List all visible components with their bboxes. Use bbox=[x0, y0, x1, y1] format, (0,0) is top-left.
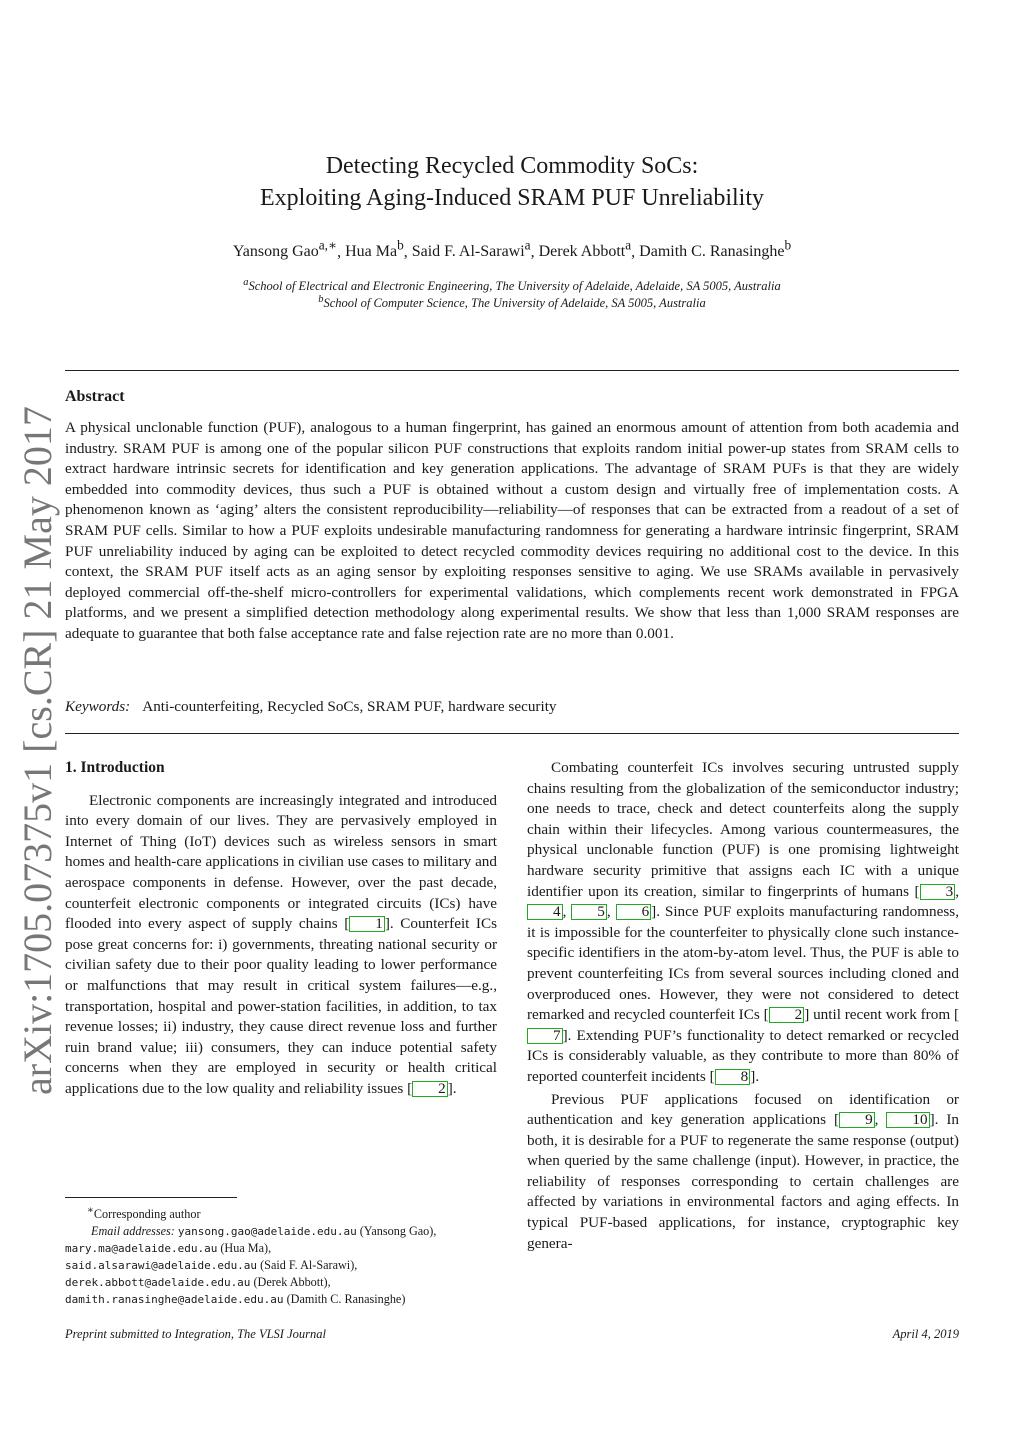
abstract-text: A physical unclonable function (PUF), analogous to a human fingerprint, has gained an enormous amount of attention from both academia and industry. SRAM PUF is among one of the popular silicon PUF constructions that exploits random initial power-up states from SRAM cells to extract hardware intrinsic secrets for identification and key generation applications. The advantage of SRAM PUFs is that they are widely embedded into commodity devices, thus such a PUF is obtained without a custom design and virtually free of implementation costs. A phenomenon known as ‘aging’ alters the consistent reproducibility—reliability—of responses that can be extracted from a readout of a set of SRAM PUF cells. Similar to how a PUF exploits undesirable manufacturing randomness for generating a hardware intrinsic fingerprint, SRAM PUF unreliability induced by aging can be exploited to detect recycled commodity devices requiring no additional cost to the device. In this context, the SRAM PUF itself acts as an aging sensor by exploiting responses sensitive to aging. We use SRAMs available in pervasively deployed commercial off-the-shelf micro-controllers for experimental validations, which complements recent work demonstrated in FPGA platforms, and we present a simplified detection methodology along experimental results. We show that less than 1,000 SRAM responses are adequate to guarantee that both false acceptance rate and false rejection rate are no more than 0.001. bbox=[65, 419, 959, 642]
citation-link[interactable]: 10 bbox=[886, 1112, 929, 1128]
citation-link[interactable]: 2 bbox=[412, 1081, 448, 1097]
citation-link[interactable]: 4 bbox=[527, 904, 563, 920]
intro-paragraph-1: Electronic components are increasingly integrated and introduced into every domain of our lives. They are pervasively employed in Internet of Thing (IoT) devices such as wireless sensors in smart homes and health-care applications in civilian use cases to military and aerospace components in defense. However, over the past decade, counterfeit electronic components or integrated circuits (ICs) have flooded into every aspect of supply chains [ 1 ]. Counterfeit ICs pose great concerns for: i) governments, threating national security or civilian safety due to their poor quality leading to lower performance or malfunctions that may result in critical system failures—e.g., transportation, hospital and power-station facilities, in addition, to tax revenue losses; ii) industry, they cause direct revenue loss and further ruin brand value; iii) consumers, they can induce potential safety concerns when they are employed in security or health critical applications due to the low quality and reliability issues [ 2 ]. bbox=[65, 791, 497, 1097]
author: Derek Abbott$^a$ bbox=[538, 238, 632, 261]
author: Damith C. Ranasinghe$^b$ bbox=[639, 238, 792, 261]
top-rule bbox=[65, 370, 959, 371]
corresponding-author-note: ∗Corresponding author bbox=[87, 1205, 201, 1222]
paper-title bbox=[0, 150, 1024, 214]
left-column bbox=[65, 758, 497, 1100]
citation-link[interactable]: 7 bbox=[527, 1028, 563, 1044]
email-link[interactable]: said.alsarawi@adelaide.edu.au bbox=[65, 1259, 258, 1273]
citation-link[interactable]: 6 bbox=[616, 904, 652, 920]
email-line-2: mary.ma@adelaide.edu.au (Hua Ma), bbox=[65, 1241, 272, 1256]
title-line-1: Detecting Recycled Commodity SoCs: bbox=[325, 153, 699, 179]
citation-link[interactable]: 3 bbox=[920, 884, 956, 900]
author-list: Yansong Gao$^{a,∗}$, Hua Ma$^b$, Said F. Al-Sarawi$^a$, Derek Abbott$^a$, Damith C. Ranasinghe$^b$ bbox=[232, 238, 792, 261]
email-line-4: derek.abbott@adelaide.edu.au (Derek Abbott), bbox=[65, 1275, 331, 1290]
email-line-3: said.alsarawi@adelaide.edu.au (Said F. Al-Sarawi), bbox=[65, 1258, 358, 1273]
citation-link[interactable]: 2 bbox=[769, 1007, 805, 1023]
email-link[interactable]: derek.abbott@adelaide.edu.au bbox=[65, 1276, 251, 1290]
affiliation-a: $^a$School of Electrical and Electronic Engineering, The University of Adelaide, Adelaide, SA 5005, Australia bbox=[243, 277, 781, 294]
email-link[interactable]: yansong.gao@adelaide.edu.au bbox=[177, 1225, 357, 1239]
title-line-2: Exploiting Aging-Induced SRAM PUF Unreliability bbox=[260, 185, 764, 211]
intro-paragraph-3: Previous PUF applications focused on identification or authentication and key generation applications [ 9 , 10 ]. In both, it is desirable for a PUF to regenerate the same response (output) when queried by the same challenge (input). However, in practice, the reliability of responses corresponding to certain challenges are affected by variations in environmental factors and aging effects. In typical PUF-based applications, for instance, cryptographic key genera- bbox=[527, 1090, 960, 1252]
author: Said F. Al-Sarawi$^a$ bbox=[411, 238, 531, 261]
keywords bbox=[65, 698, 959, 716]
keywords-label: Keywords: bbox=[65, 698, 131, 715]
right-column bbox=[527, 758, 959, 1254]
citation-link[interactable]: 9 bbox=[839, 1112, 875, 1128]
arxiv-stamp: arXiv:1705.07375v1 [cs.CR] 21 May 2017 bbox=[15, 406, 60, 1095]
section-heading-introduction: 1. Introduction bbox=[65, 759, 165, 776]
author: Yansong Gao$^{a,∗}$ bbox=[232, 238, 338, 261]
email-addresses: Email addresses: yansong.gao@adelaide.edu.au (Yansong Gao), bbox=[91, 1224, 437, 1239]
abstract-bottom-rule bbox=[65, 733, 959, 734]
preprint-note: Preprint submitted to Integration, The VLSI Journal bbox=[65, 1327, 326, 1341]
footer-date: April 4, 2019 bbox=[892, 1327, 959, 1341]
intro-paragraph-2: Combating counterfeit ICs involves securing untrusted supply chains resulting from the globalization of the semiconductor industry; one needs to trace, check and detect counterfeits along the supply chain within their lifecycles. Among various countermeasures, the physical unclonable function (PUF) is one promising lightweight hardware security primitive that assigns each IC with a unique identifier upon its creation, similar to fingerprints of humans [ 3 , 4 , 5 , 6 ]. Since PUF exploits manufacturing randomness, it is impossible for the counterfeiter to physically clone such instance-specific identifiers in the atom-by-atom level. Thus, the PUF is able to prevent counterfeiting ICs from several sources including cloned and overproduced ones. However, they were not considered to detect remarked and recycled counterfeit ICs [ 2 ] until recent work from [7 ]. Extending PUF’s functionality to detect remarked or recycled ICs is considerably valuable, as they contribute to more than 80% of reported counterfeit incidents [ 8 ]. bbox=[527, 759, 960, 1085]
email-line-5: damith.ranasinghe@adelaide.edu.au (Damith C. Ranasinghe) bbox=[65, 1292, 406, 1307]
citation-link[interactable]: 8 bbox=[715, 1069, 751, 1085]
citation-link[interactable]: 1 bbox=[349, 916, 385, 932]
citation-link[interactable]: 5 bbox=[571, 904, 607, 920]
email-link[interactable]: mary.ma@adelaide.edu.au bbox=[65, 1242, 218, 1256]
email-link[interactable]: damith.ranasinghe@adelaide.edu.au bbox=[65, 1293, 284, 1307]
affiliation-b: $^b$School of Computer Science, The University of Adelaide, SA 5005, Australia bbox=[318, 294, 706, 311]
footnote bbox=[65, 1202, 497, 1308]
abstract-heading: Abstract bbox=[65, 388, 125, 405]
author: Hua Ma$^b$ bbox=[345, 238, 404, 261]
footnote-rule bbox=[65, 1197, 237, 1198]
keywords-list: Anti-counterfeiting, Recycled SoCs, SRAM PUF, hardware security bbox=[142, 698, 557, 715]
